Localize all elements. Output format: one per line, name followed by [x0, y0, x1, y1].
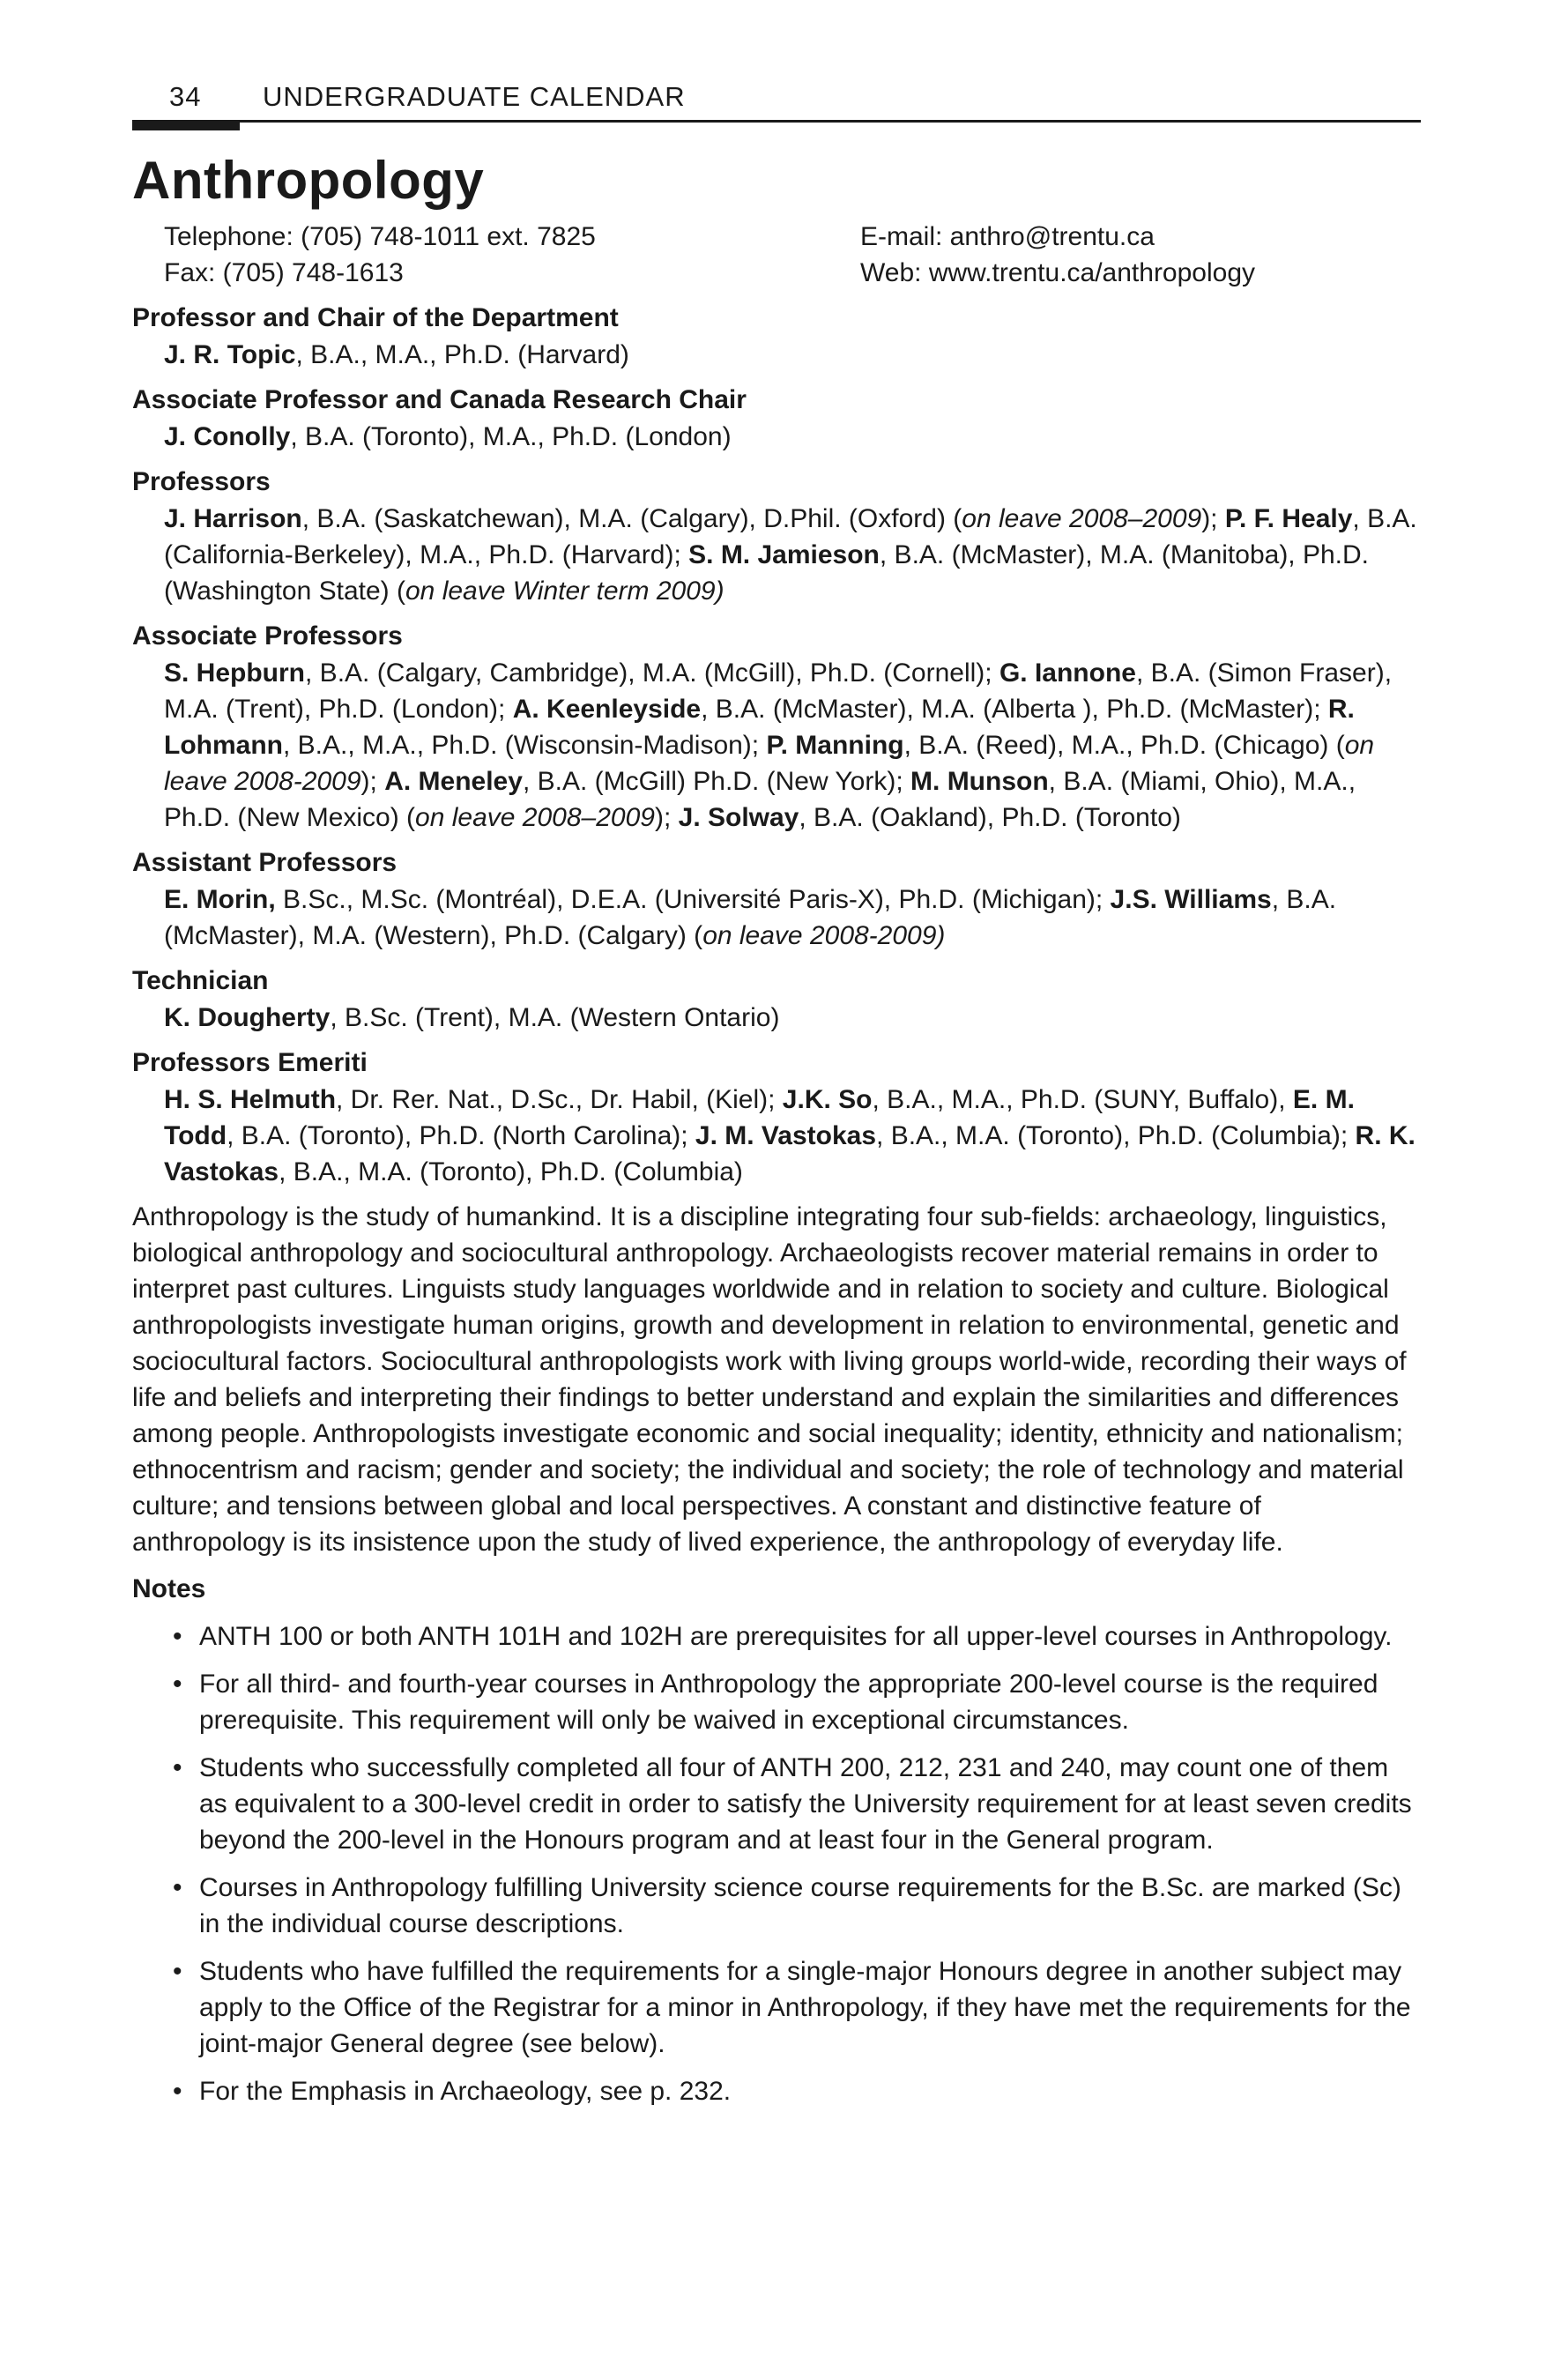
note-text: ANTH 100 or both ANTH 101H and 102H are prerequisites for all upper-level courses in Anthropology. [199, 1622, 1393, 1651]
faculty-name: J. Harrison [164, 504, 302, 533]
faculty-name: J. Conolly [164, 422, 291, 451]
contact-block [164, 219, 1421, 291]
faculty-credentials: , B.Sc. (Trent), M.A. (Western Ontario) [330, 1003, 780, 1032]
faculty-name: J. M. Vastokas [695, 1121, 877, 1150]
note-item [132, 2073, 1421, 2109]
header-tab-bar [132, 120, 240, 130]
faculty-credentials: , B.A., M.A., Ph.D. (SUNY, Buffalo), [872, 1085, 1293, 1114]
faculty-credentials: , B.A. (Toronto), Ph.D. (North Carolina); [227, 1121, 695, 1150]
faculty-group-members [164, 337, 1421, 373]
faculty-name: A. Keenleyside [512, 695, 702, 724]
faculty-section [132, 300, 1421, 1190]
notes-list [132, 1618, 1421, 2109]
faculty-credentials: , Dr. Rer. Nat., D.Sc., Dr. Habil, (Kiel); [336, 1085, 783, 1114]
faculty-group-title: Professors [132, 467, 271, 496]
note-text: For the Emphasis in Archaeology, see p. 232. [199, 2077, 732, 2106]
note-item [132, 1666, 1421, 1738]
faculty-group-members [164, 501, 1421, 609]
faculty-credentials: , B.A. (Simon Fraser), M.A. (Trent), Ph.D. (London); [164, 658, 1393, 724]
faculty-suffix: ); [654, 803, 679, 832]
page-number: 34 [169, 81, 202, 112]
contact-email: E-mail: anthro@trentu.ca [860, 222, 1155, 251]
note-text: Students who have fulfilled the requirements for a single-major Honours degree in another subject may apply to the Office of the Registrar for a minor in Anthropology, if they have met the requirements for the joint-major General degree (see below). [199, 1957, 1411, 2058]
faculty-group-title: Technician [132, 966, 269, 995]
faculty-credentials: , B.A. (Reed), M.A., Ph.D. (Chicago) ( [903, 731, 1345, 760]
note-text: Courses in Anthropology fulfilling University science course requirements for the B.Sc. are marked (Sc) in the individual course descriptions. [199, 1873, 1401, 1938]
faculty-name: E. Morin, [164, 885, 276, 914]
note-item [132, 1953, 1421, 2062]
faculty-name: H. S. Helmuth [164, 1085, 337, 1114]
page-header [132, 81, 1421, 134]
page-content [132, 152, 1421, 2121]
faculty-name: J.S. Williams [1110, 885, 1272, 914]
faculty-credentials: , B.A. (McMaster), M.A. (Manitoba), Ph.D. (Washington State) ( [164, 540, 1370, 606]
intro-paragraph: Anthropology is the study of humankind. It is a discipline integrating four sub-fields: archaeology, linguistics, biological anthropology and sociocultural anthropology. Archaeologists recover material remains in order to interpret past cultures. Linguists study languages worldwide and in relation to society and culture. Biological anthropologists investigate human origins, growth and development in relation to environmental, genetic and sociocultural factors. Sociocultural anthropologists work with living groups world-wide, recording their ways of life and beliefs and interpreting their findings to better understand and explain the similarities and differences among people. Anthropologists investigate economic and social inequality; identity, ethnicity and nationalism; ethnocentrism and racism; gender and society; the individual and society; the role of technology and material culture; and tensions between global and local perspectives. A constant and distinctive feature of anthropology is its insistence upon the study of lived experience, the anthropology of everyday life. [132, 1202, 1407, 1557]
faculty-name: R. K. Vastokas [164, 1121, 1416, 1186]
bullet-icon: • [173, 1670, 182, 1699]
faculty-group-title: Associate Professors [132, 621, 403, 651]
faculty-group-members [164, 881, 1421, 954]
faculty-name: P. Manning [766, 731, 904, 760]
faculty-group-members [164, 655, 1421, 836]
contact-web: Web: www.trentu.ca/anthropology [860, 258, 1256, 287]
faculty-credentials: , B.A. (California-Berkeley), M.A., Ph.D. (Harvard); [164, 504, 1417, 569]
faculty-credentials: , B.A. (McMaster), M.A. (Alberta ), Ph.D. (McMaster); [701, 695, 1328, 724]
faculty-group-title: Assistant Professors [132, 848, 398, 877]
faculty-leave-note: on leave 2008–2009 [962, 504, 1202, 533]
faculty-credentials: B.Sc., M.Sc. (Montréal), D.E.A. (Université Paris-X), Ph.D. (Michigan); [275, 885, 1111, 914]
bullet-icon: • [173, 1622, 182, 1651]
bullet-icon: • [173, 1957, 182, 1986]
note-item [132, 1870, 1421, 1942]
contact-telephone: Telephone: (705) 748-1011 ext. 7825 [164, 222, 596, 251]
faculty-credentials: , B.A., M.A., Ph.D. (Harvard) [295, 340, 629, 369]
faculty-name: S. M. Jamieson [688, 540, 880, 569]
faculty-name: G. Iannone [999, 658, 1136, 688]
bullet-icon: • [173, 1753, 182, 1782]
faculty-credentials: , B.A., M.A. (Toronto), Ph.D. (Columbia) [279, 1157, 743, 1186]
faculty-group-members [164, 1000, 1421, 1036]
note-item [132, 1618, 1421, 1655]
faculty-credentials: , B.A. (Miami, Ohio), M.A., Ph.D. (New Mexico) ( [164, 767, 1356, 832]
bullet-icon: • [173, 1873, 182, 1902]
faculty-credentials: , B.A. (Oakland), Ph.D. (Toronto) [799, 803, 1181, 832]
page-title: Anthropology [132, 151, 485, 210]
notes-heading: Notes [132, 1574, 206, 1603]
contact-fax: Fax: (705) 748-1613 [164, 258, 404, 287]
faculty-credentials: , B.A. (McGill) Ph.D. (New York); [522, 767, 911, 796]
faculty-suffix: ); [360, 767, 385, 796]
running-title: UNDERGRADUATE CALENDAR [263, 81, 686, 112]
faculty-suffix: ); [1201, 504, 1225, 533]
note-text: Students who successfully completed all four of ANTH 200, 212, 231 and 240, may count one of them as equivalent to a 300-level credit in order to satisfy the University requirement for at least seven credits beyond the 200-level in the Honours program and at least four in the General program. [199, 1753, 1412, 1855]
faculty-leave-note: on leave Winter term 2009) [405, 576, 724, 606]
note-text: For all third- and fourth-year courses in Anthropology the appropriate 200-level course is the required prerequisite. This requirement will only be waived in exceptional circumstances. [199, 1670, 1378, 1735]
faculty-credentials: , B.A. (Calgary, Cambridge), M.A. (McGill), Ph.D. (Cornell); [305, 658, 999, 688]
faculty-credentials: , B.A. (McMaster), M.A. (Western), Ph.D. (Calgary) ( [164, 885, 1337, 950]
header-rule [132, 120, 1421, 123]
faculty-group-title: Professors Emeriti [132, 1048, 368, 1077]
faculty-name: P. F. Healy [1224, 504, 1353, 533]
faculty-group-members [164, 419, 1421, 455]
faculty-name: K. Dougherty [164, 1003, 331, 1032]
faculty-credentials: , B.A. (Toronto), M.A., Ph.D. (London) [290, 422, 732, 451]
faculty-group-members [164, 1082, 1421, 1190]
faculty-leave-note: on leave 2008–2009 [415, 803, 655, 832]
faculty-credentials: , B.A., M.A. (Toronto), Ph.D. (Columbia); [876, 1121, 1356, 1150]
faculty-name: E. M. Todd [164, 1085, 1355, 1150]
note-item [132, 1750, 1421, 1858]
faculty-leave-note: on leave 2008-2009) [702, 921, 946, 950]
faculty-name: A. Meneley [384, 767, 523, 796]
faculty-name: S. Hepburn [164, 658, 306, 688]
bullet-icon: • [173, 2077, 182, 2106]
faculty-name: J.K. So [782, 1085, 873, 1114]
faculty-leave-note: on leave 2008-2009 [164, 731, 1375, 796]
faculty-name: R. Lohmann [164, 695, 1355, 760]
faculty-name: J. Solway [678, 803, 799, 832]
faculty-name: J. R. Topic [164, 340, 296, 369]
faculty-name: M. Munson [910, 767, 1049, 796]
faculty-credentials: , B.A., M.A., Ph.D. (Wisconsin-Madison); [283, 731, 767, 760]
faculty-group-title: Associate Professor and Canada Research Chair [132, 385, 747, 414]
faculty-credentials: , B.A. (Saskatchewan), M.A. (Calgary), D.Phil. (Oxford) ( [301, 504, 962, 533]
faculty-group-title: Professor and Chair of the Department [132, 303, 619, 332]
